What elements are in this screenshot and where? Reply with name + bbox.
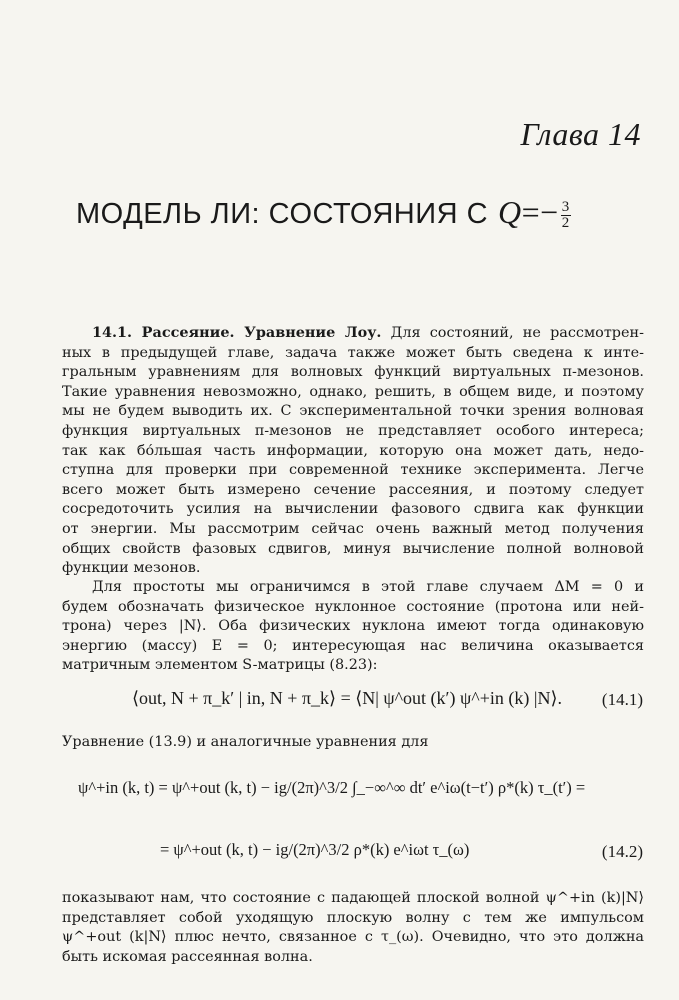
paragraph-1	[62, 323, 644, 579]
paragraph-1-line: ных в предыдущей главе, задача также может быть сведена к инте-	[62, 344, 644, 361]
paragraph-2-line: Для простоты мы ограничимся в этой главе случаем ΔM = 0 и	[92, 579, 644, 595]
paragraph-1-line: Такие уравнения невозможно, однако, решить, в общем виде, и поэтому	[62, 383, 644, 400]
paragraph-2-line: матричным элементом S-матрицы (8.23):	[62, 657, 378, 674]
equation-14-1: ⟨out, N + π_k′ | in, N + π_k⟩ = ⟨N| ψ^out (k′) ψ^+in (k) |N⟩.	[132, 688, 562, 708]
paragraph-1-line: функции мезонов.	[62, 560, 201, 577]
paragraph-3	[62, 733, 644, 753]
fraction-numerator: 3	[561, 198, 570, 215]
equation-14-2-line-1: ψ^+in (k, t) = ψ^+out (k, t) − ig/(2π)^3/2 ∫_−∞^∞ dt′ e^iω(t−t′) ρ*(k) τ_(t′) =	[78, 778, 586, 797]
paragraph-1-line: так как бо́льшая часть информации, которую она может дать, недо-	[62, 442, 644, 459]
paragraph-1-line: от энергии. Мы рассмотрим сейчас очень важный метод получения	[62, 520, 644, 537]
chapter-title-text: МОДЕЛЬ ЛИ: СОСТОЯНИЯ С	[76, 198, 489, 230]
paragraph-1-line: всего может быть измерено сечение рассеяния, и поэтому следует	[62, 481, 644, 498]
paragraph-1-line: мы не будем выводить их. С экспериментальной точки зрения волновая	[62, 403, 644, 420]
paragraph-1-line: функция виртуальных π-мезонов не представляет особого интереса;	[62, 422, 644, 439]
fraction	[561, 200, 571, 231]
paragraph-1-line: общих свойств фазовых сдвигов, минуя вычисление полной волновой	[62, 540, 644, 557]
chapter-title	[76, 194, 656, 231]
fraction-denominator: 2	[561, 214, 570, 231]
section-heading: 14.1. Рассеяние. Уравнение Лоу.	[92, 324, 382, 341]
paragraph-4-line: представляет собой уходящую плоскую волну с тем же импульсом	[62, 909, 644, 926]
paragraph-3-line: Уравнение (13.9) и аналогичные уравнения для	[62, 734, 429, 750]
paragraph-4-line: показывают нам, что состояние с падающей плоской волной ψ^+in (k)|N⟩	[62, 890, 644, 906]
equation-number-14-2: (14.2)	[601, 842, 643, 861]
paragraph-2-line: трона) через |N⟩. Оба физических нуклона имеют тогда одинаковую	[62, 618, 644, 635]
paragraph-2-line: будем обозначать физическое нуклонное состояние (протона или ней-	[62, 598, 644, 615]
paragraph-1-line: 14.1. Рассеяние. Уравнение Лоу. Для состояний, не рассмотрен-	[92, 324, 644, 341]
q-equals: =−	[521, 194, 559, 230]
paragraph-4-line: ψ^+out (k|N⟩ плюс нечто, связанное с τ_(ω). Очевидно, что это должна	[62, 929, 644, 946]
paragraph-1-line: ступна для проверки при современной технике эксперимента. Легче	[62, 462, 644, 479]
paragraph-2	[62, 578, 644, 676]
equation-14-2-line-2: = ψ^+out (k, t) − ig/(2π)^3/2 ρ*(k) e^iωt τ_(ω)	[160, 840, 470, 859]
q-symbol: Q	[498, 194, 522, 230]
paragraph-4-line: быть искомая рассеянная волна.	[62, 948, 313, 965]
paragraph-1-line: гральным уравнениям для волновых функций виртуальных π-мезонов.	[62, 364, 644, 381]
paragraph-1-line: сосредоточить усилия на вычислении фазового сдвига как функции	[62, 501, 644, 518]
paragraph-4	[62, 889, 644, 967]
chapter-label: Глава 14	[520, 116, 641, 152]
equation-number-14-1: (14.1)	[601, 690, 643, 709]
paragraph-2-line: энергию (массу) E = 0; интересующая нас величина оказывается	[62, 637, 644, 654]
